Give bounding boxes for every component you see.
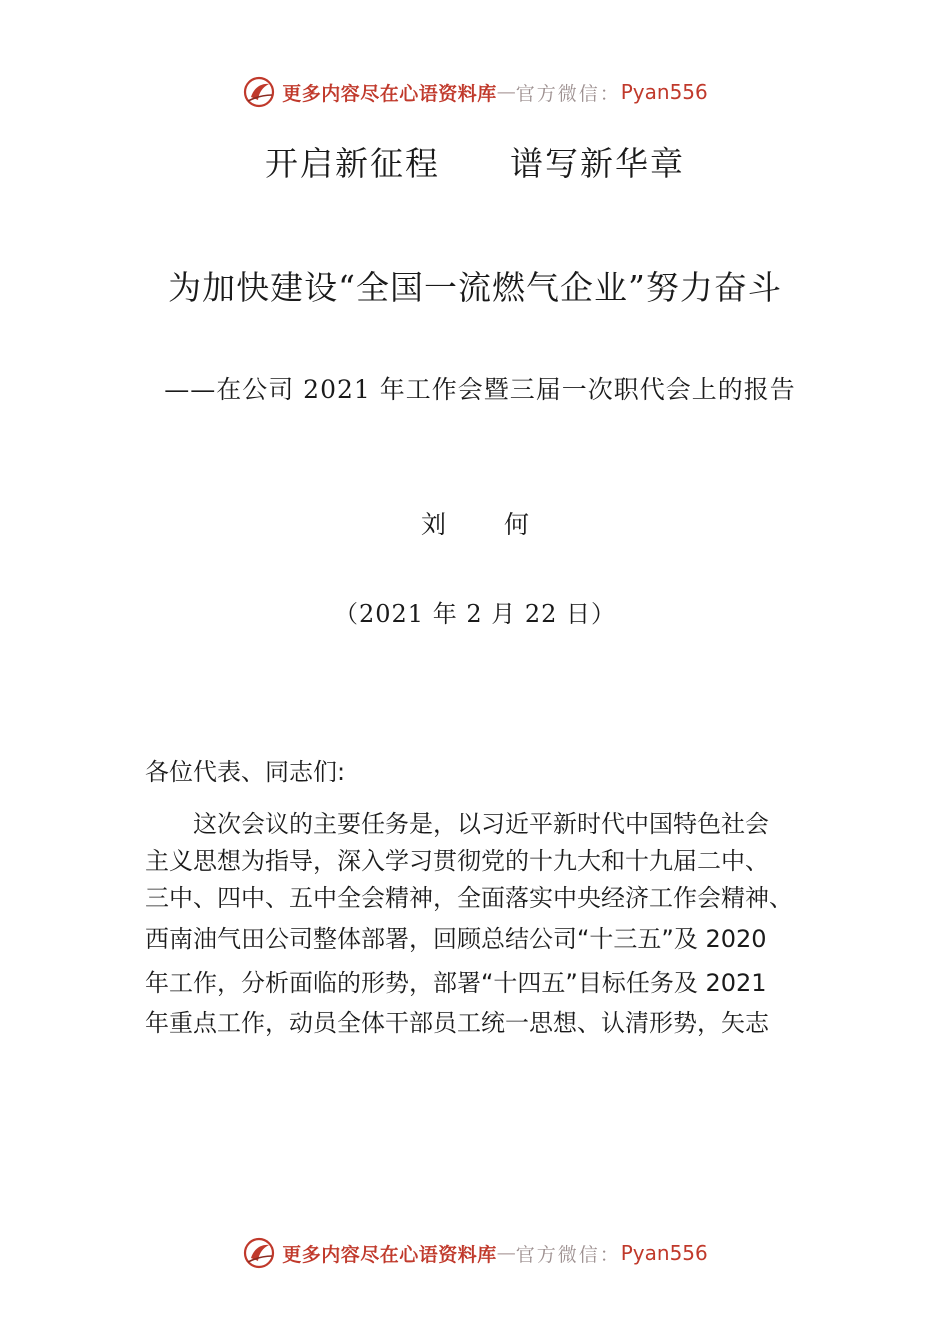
watermark-site-text: 更多内容尽在心语资料库 [282,82,497,105]
watermark-wechat-label: 官方微信： [515,1243,621,1266]
watermark-dash: — [496,1242,516,1264]
body-line: 三中、四中、五中全会精神，全面落实中央经济工作会精神、 [145,884,793,912]
body-paragraph [145,806,825,1042]
body-line: 年工作，分析面临的形势，部署“十四五”目标任务及 2021 [145,969,767,997]
headline-right: 谱写新华章 [510,144,685,183]
watermark-wechat-id: Pyan556 [620,1241,708,1265]
watermark-wechat-label: 官方微信： [515,82,621,105]
body-line: 主义思想为指导，深入学习贯彻党的十九大和十九届二中、 [145,847,769,875]
watermark-site-text: 更多内容尽在心语资料库 [282,1243,497,1266]
body-line: 这次会议的主要任务是，以习近平新时代中国特色社会 [193,810,769,838]
watermark-wechat-id: Pyan556 [620,80,708,104]
author-surname: 刘 [420,510,446,539]
body-line: 西南油气田公司整体部署，回顾总结公司“十三五”及 2020 [145,925,767,953]
document-author [0,505,950,541]
flame-logo-icon [242,75,276,109]
salutation: 各位代表、同志们: [145,758,346,786]
document-subtitle: ——在公司 2021 年工作会暨三届一次职代会上的报告 [164,375,796,404]
body-line: 年重点工作，动员全体干部员工统一思想、认清形势，矢志 [145,1009,769,1037]
watermark-dash: — [496,81,516,103]
document-date: （2021 年 2 月 22 日） [333,600,617,628]
document-headline [0,138,950,185]
document-title: 为加快建设“全国一流燃气企业”努力奋斗 [168,268,782,307]
footer-watermark [0,1233,950,1273]
author-given-name: 何 [504,510,530,539]
headline-left: 开启新征程 [265,144,440,183]
header-watermark [0,72,950,112]
flame-logo-icon [242,1236,276,1270]
